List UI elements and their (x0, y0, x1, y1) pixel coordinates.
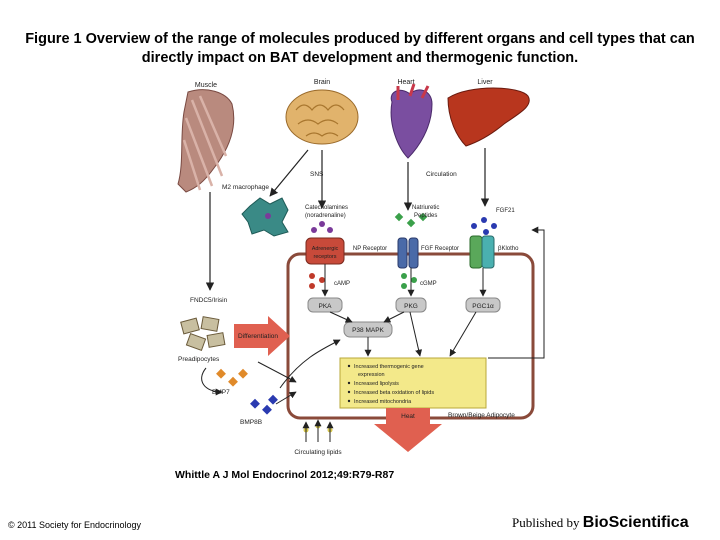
publisher-logo (512, 514, 689, 532)
bmp8b-arrow (276, 392, 296, 404)
citation: Whittle A J Mol Endocrinol 2012;49:R79-R87 (175, 469, 395, 481)
bmp8b-molecules (250, 395, 278, 415)
natriuretic-label: Natriuretic (412, 205, 440, 211)
preadipocytes-label: Preadipocytes (178, 356, 220, 363)
cgmp-molecules (401, 273, 417, 289)
effect-2: Increased lipolysis (354, 381, 399, 387)
differentiation-arrow (234, 316, 290, 356)
publisher-brand: BioScientifica (582, 514, 689, 531)
pgc1a-box (466, 298, 500, 312)
np-receptor-label: NP Receptor (352, 246, 388, 252)
camp-molecules (309, 273, 325, 289)
noradrenaline-label: (noradrenaline) (305, 213, 346, 219)
bmp7-label: BMP7 (212, 389, 230, 396)
effects-box (340, 358, 486, 408)
effect-3: Increased beta oxidation of lipids (354, 390, 435, 396)
fgf-receptor-label: FGF Receptor (420, 246, 460, 252)
bklotho-label: βKlotho (498, 246, 519, 252)
p38-mapk-box (344, 322, 392, 337)
m2-macrophage (222, 184, 288, 236)
catecholamine-ligands (311, 221, 333, 233)
pka-box (308, 298, 342, 312)
m2-macrophage-label: M2 macrophage (222, 184, 269, 191)
p38-mapk-label: P38 MAPK (352, 327, 384, 334)
publisher-prefix: Published by (512, 515, 583, 530)
differentiation-label: Differentiation (238, 333, 278, 340)
bmp8b-label: BMP8B (240, 419, 263, 426)
fgf21-label: FGF21 (496, 208, 515, 214)
bmp7-molecules (216, 369, 248, 387)
pka-label: PKA (318, 303, 332, 310)
fndc5-label: FNDC5/Irisin (190, 297, 228, 304)
pkg-box (396, 298, 426, 312)
pgc1a-label: PGC1α (472, 303, 494, 310)
adrenergic-receptor (306, 238, 344, 264)
cgmp-label: cGMP (420, 281, 437, 287)
effect-1: expression (358, 372, 385, 378)
pkg-label: PKG (404, 303, 418, 310)
effect-0: Increased thermogenic gene (354, 364, 424, 370)
liver-organ (448, 79, 529, 146)
heat-label: Heat (401, 413, 415, 420)
fgf21-ligands (471, 217, 497, 235)
organ-label-brain: Brain (313, 79, 331, 86)
lipid-uptake-arrows (306, 420, 330, 442)
copyright: © 2011 Society for Endocrinology (8, 520, 142, 530)
brain-organ (286, 79, 358, 144)
preadipocyte-cells (181, 317, 225, 351)
organ-label-liver: Liver (477, 79, 493, 86)
figure-title: Figure 1 Overview of the range of molecules produced by different organs and cell types that can directly impact on BAT development and thermogenic function. (25, 31, 695, 66)
organ-label-muscle: Muscle (194, 82, 218, 89)
effect-4: Increased mitochondria (354, 399, 412, 405)
fgf-receptor (421, 236, 519, 268)
sns-label: SNS (310, 171, 324, 178)
circulating-lipids-label: Circulating lipids (294, 449, 342, 456)
peptides-label: Peptides (414, 213, 438, 219)
circulation-label: Circulation (426, 171, 457, 178)
brown-beige-label: Brown/Beige Adipocyte (448, 412, 515, 419)
heart-organ (391, 79, 432, 158)
organ-label-heart: Heart (397, 79, 415, 86)
muscle-organ (178, 82, 234, 192)
catecholamines-label: Catecholamines (305, 205, 349, 211)
heat-arrow (374, 408, 442, 452)
adrenergic-label: Adrenergic (311, 246, 339, 252)
receptors-label: receptors (313, 254, 337, 260)
camp-label: cAMP (334, 281, 351, 287)
